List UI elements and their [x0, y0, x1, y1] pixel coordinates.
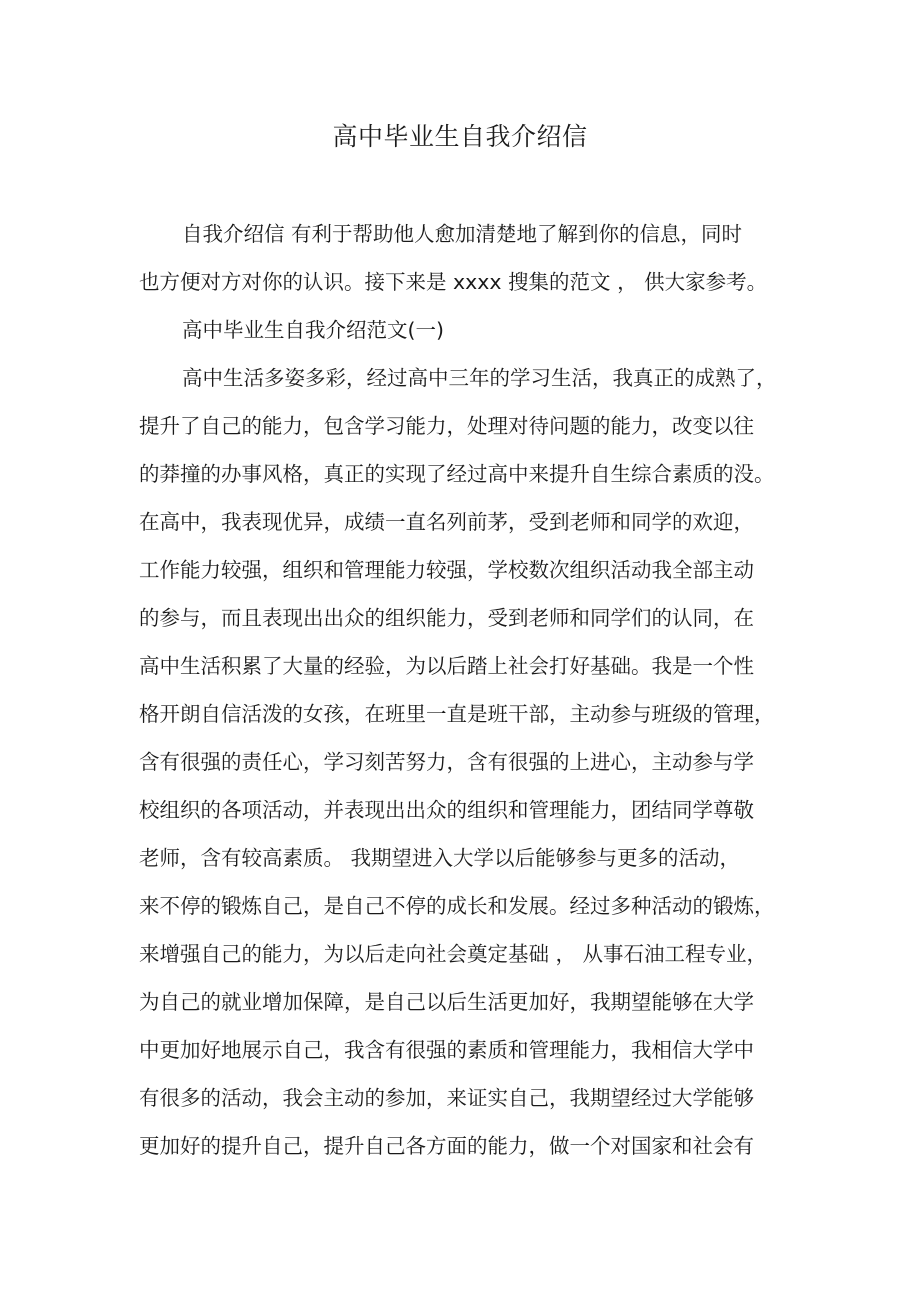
paragraph-line: 格开朗自信活泼的女孩，在班里一直是班干部，主动参与班级的管理， — [139, 702, 775, 726]
paragraph-line: 老师，含有较高素质。 我期望进入大学以后能够参与更多的活动， — [139, 846, 741, 870]
paragraph-line: 来增强自己的能力，为以后走向社会奠定基础 ， 从事石油工程专业， — [139, 942, 768, 966]
document-body — [139, 210, 789, 1170]
paragraph-line: 校组织的各项活动，并表现出出众的组织和管理能力，团结同学尊敬 — [139, 798, 754, 822]
paragraph-line: 为自己的就业增加保障，是自己以后生活更加好，我期望能够在大学 — [139, 990, 754, 1014]
paragraph-line: 有很多的活动，我会主动的参加，来证实自己，我期望经过大学能够 — [139, 1086, 754, 1110]
paragraph-line: 中更加好地展示自己，我含有很强的素质和管理能力，我相信大学中 — [139, 1038, 754, 1062]
paragraph-line: 在高中，我表现优异，成绩一直名列前茅，受到老师和同学的欢迎， — [139, 510, 754, 534]
paragraph-line: 含有很强的责任心，学习刻苦努力，含有很强的上进心，主动参与学 — [139, 750, 754, 774]
paragraph-line: 更加好的提升自己，提升自己各方面的能力，做一个对国家和社会有 — [139, 1134, 754, 1158]
paragraph-line: 的参与，而且表现出出众的组织能力，受到老师和同学们的认同，在 — [139, 606, 754, 630]
paragraph-line: 提升了自己的能力，包含学习能力，处理对待问题的能力，改变以往 — [139, 414, 754, 438]
document-title: 高中毕业生自我介绍信 — [332, 122, 588, 151]
paragraph-line: 高中生活积累了大量的经验，为以后踏上社会打好基础。我是一个性 — [139, 654, 754, 678]
paragraph-line: 工作能力较强，组织和管理能力较强，学校数次组织活动我全部主动 — [139, 558, 754, 582]
paragraph-line: 也方便对方对你的认识。接下来是 xxxx 搜集的范文 ， 供大家参考。 — [139, 270, 768, 294]
paragraph-line: 的莽撞的办事风格，真正的实现了经过高中来提升自生综合素质的没。 — [139, 462, 775, 486]
paragraph-line: 来不停的锻炼自己，是自己不停的成长和发展。经过多种活动的锻炼， — [139, 894, 775, 918]
section-heading: 高中毕业生自我介绍范文(一) — [182, 318, 444, 342]
paragraph-line: 自我介绍信 有利于帮助他人愈加清楚地了解到你的信息，同时 — [182, 222, 743, 246]
paragraph-line: 高中生活多姿多彩，经过高中三年的学习生活，我真正的成熟了， — [182, 366, 777, 390]
